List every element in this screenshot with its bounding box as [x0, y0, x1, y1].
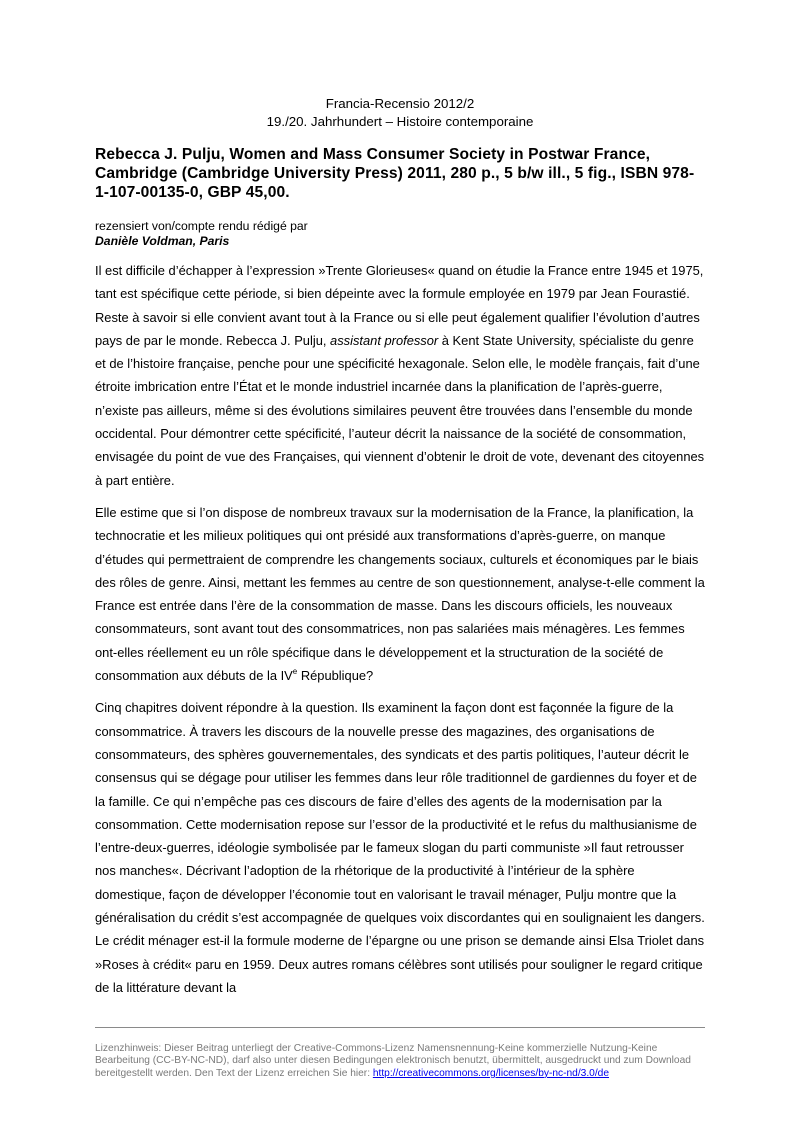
- paragraph-3: Cinq chapitres doivent répondre à la question. Ils examinent la façon dont est façonnée la figure de la consommatrice. À travers les discours de la nouvelle presse des magazines, des organisations de consommateurs, des sphères gouvernementales, des syndicats et des partis politiques, l’auteur décrit le consensus qui se dégage pour utiliser les femmes dans leur rôle traditionnel de gardiennes du foyer et de la famille. Ce qui n’empêche pas ces discours de faire d’elles des agents de la modernisation par la consommation. Cette modernisation repose sur l’essor de la productivité et le refus du malthusianisme de l’entre-deux-guerres, idéologie symbolisée par le fameux slogan du parti communiste »Il faut retrousser nos manches«. Décrivant l’adoption de la rhétorique de la productivité à l’intérieur de la sphère domestique, façon de développer l’économie tout en valorisant le travail ménager, Pulju montre que la généralisation du crédit s’est accompagnée de quelques voix discordantes qui en soulignaient les dangers. Le crédit ménager est-il la formule moderne de l’épargne ou une prison se demande ainsi Elsa Triolet dans »Roses à crédit« paru en 1959. Deux autres romans célèbres sont utilisés pour souligner le regard critique de la littérature devant la: [95, 700, 705, 995]
- review-title: Rebecca J. Pulju, Women and Mass Consumer Society in Postwar France, Cambridge (Cambridge University Press) 2011, 280 p., 5 b/w ill., 5 fig., ISBN 978-1-107-00135-0, GBP 45,00.: [95, 146, 695, 201]
- reviewer-name: Danièle Voldman, Paris: [95, 234, 230, 248]
- document-page: [95, 95, 705, 1008]
- paragraph-1-part-a: Il est difficile d’échapper à l’expression »Trente Glorieuses« quand on étudie la France entre 1945 et 1975, tant est spécifique cette période, si bien dépeinte avec la formule employée en 1979 par Jean Fourastié. Reste à savoir si elle convient avant tout à la France ou si elle peut également qualifier l’évolution d’autres pays de par le monde. Rebecca J. Pulju,: [95, 263, 704, 348]
- journal-section: 19./20. Jahrhundert – Histoire contemporaine: [266, 114, 534, 129]
- license-text: Lizenzhinweis: Dieser Beitrag unterliegt der Creative-Commons-Lizenz Namensnennung-Keine kommerzielle Nutzung-Keine Bearbeitung (CC-BY-NC-ND), darf also unter diesen Bedingungen elektronisch benutzt, übermittelt, ausgedruckt und zum Download bereitgestellt werden. Den Text der Lizenz erreichen Sie hier:: [95, 1043, 691, 1079]
- reviewer-block: [95, 219, 705, 249]
- reviewer-label: rezensiert von/compte rendu rédigé par: [95, 219, 308, 233]
- review-body: [95, 259, 705, 999]
- license-link[interactable]: http://creativecommons.org/licenses/by-nc-nd/3.0/de: [372, 1067, 609, 1079]
- journal-issue: Francia-Recensio 2012/2: [325, 96, 475, 111]
- paragraph-2: [95, 501, 705, 687]
- paragraph-1: [95, 259, 705, 492]
- paragraph-2-part-b: République?: [297, 668, 374, 684]
- paragraph-1-part-b: à Kent State University, spécialiste du genre et de l’histoire française, penche pour une spécificité hexagonale. Selon elle, le modèle français, fait d’une étroite imbrication entre l’État et le monde industriel incarnée dans la planification de l’après-guerre, n’existe pas ailleurs, même si des évolutions similaires peuvent être trouvées dans l’ensemble du monde occidental. Pour démontrer cette spécificité, l’auteur décrit la naissance de la société de consommation, envisagée du point de vue des Françaises, qui viennent d’obtenir le droit de vote, devenant des citoyennes à part entière.: [95, 332, 705, 488]
- running-header: [95, 95, 705, 131]
- paragraph-1-emphasis: assistant professor: [330, 332, 439, 348]
- license-notice: [95, 1043, 705, 1080]
- page-footer: [95, 1027, 705, 1080]
- paragraph-2-part-a: Elle estime que si l’on dispose de nombreux travaux sur la modernisation de la France, la planification, la technocratie et les milieux politiques qui ont présidé aux transformations d’après-guerre, on manque d’études qui permettraient de comprendre les changements sociaux, culturels et économiques par le biais des rôles de genre. Ainsi, mettant les femmes au centre de son questionnement, analyse-t-elle comment la France est entrée dans l’ère de la consommation de masse. Dans les discours officiels, les nouveaux consommateurs, sont avant tout des consommatrices, non pas salariées mais ménagères. Les femmes ont-elles réellement eu un rôle spécifique dans le développement et la structuration de la société de consommation aux débuts de la IV: [95, 504, 705, 684]
- paragraph-2-superscript: e: [292, 666, 298, 676]
- footer-divider: [95, 1027, 705, 1028]
